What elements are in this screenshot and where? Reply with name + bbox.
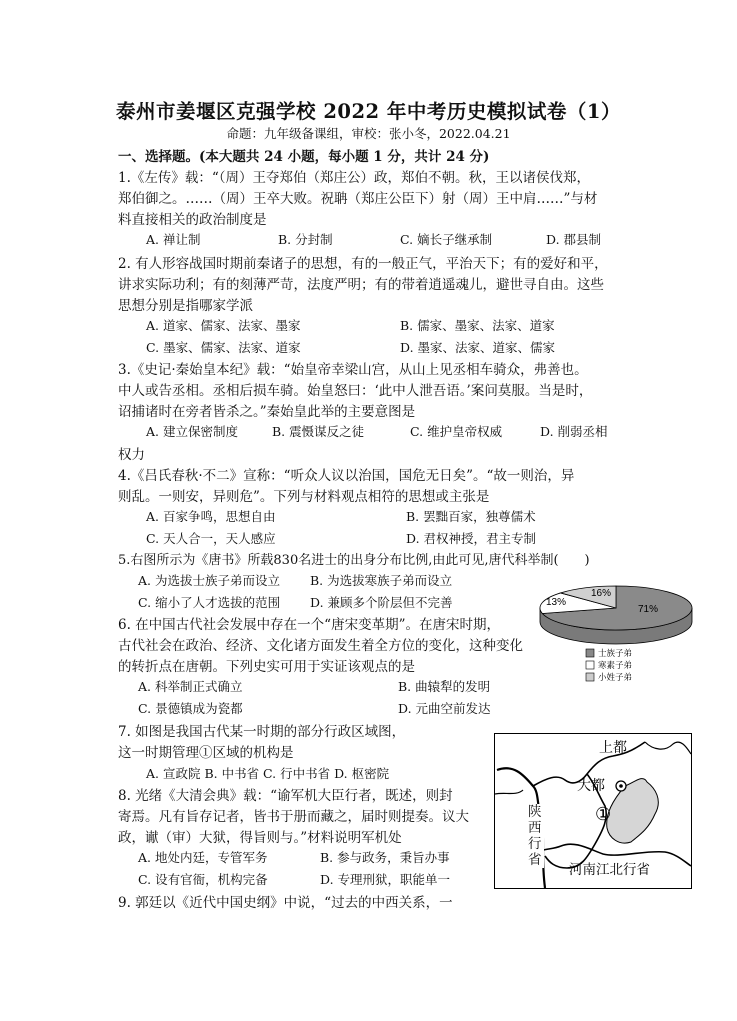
q4-option-b: B. 罢黜百家，独尊儒术	[406, 509, 536, 524]
q6-option-c: C. 景德镇成为瓷都	[138, 701, 243, 716]
q3-line3: 诏捕诸时在旁者皆杀之。”秦始皇此举的主要意图是	[118, 404, 416, 420]
pie-label-16: 16%	[590, 588, 612, 599]
q8-line2: 寄焉。凡有旨存记者，皆书于册而藏之，届时则提奏。议大	[118, 809, 469, 825]
q5-line1: 5.右图所示为《唐书》所载830名进士的出身分布比例,由此可见,唐代科举制( )	[118, 553, 590, 568]
q1-option-b: B. 分封制	[278, 232, 333, 247]
q3-option-c: C. 维护皇帝权威	[410, 424, 503, 439]
q6-line3: 的转折点在唐朝。下列史实可用于实证该观点的是	[118, 659, 415, 675]
exam-title: 泰州市姜堰区克强学校 2022 年中考历史模拟试卷（1）	[116, 100, 621, 123]
q1-line2: 郑伯御之。……（周）王卒大败。祝聃（郑庄公臣下）射（周）王中肩……”与材	[118, 191, 598, 207]
q7-line1: 7. 如图是我国古代某一时期的部分行政区域图，	[118, 724, 406, 740]
q6-option-d: D. 元曲空前发达	[398, 701, 491, 716]
q2-option-b: B. 儒家、墨家、法家、道家	[400, 318, 555, 333]
legend-swatch-xiaoxing	[586, 673, 594, 681]
q3-line2: 中人或告丞相。丞相后损车骑。始皇怒曰：‘此中人泄吾语。’案问莫服。当是时，	[118, 383, 593, 399]
q1-line3: 料直接相关的政治制度是	[118, 212, 267, 228]
admin-map	[494, 733, 692, 889]
q6-line1: 6. 在中国古代社会发展中存在一个“唐宋变革期”。在唐宋时期，	[118, 617, 500, 633]
section-heading: 一、选择题。(本大题共 24 小题，每小题 1 分，共计 24 分)	[118, 149, 490, 165]
q6-line2: 古代社会在政治、经济、文化诸方面发生着全方位的变化，这种变化	[118, 638, 523, 654]
legend-hansu: 寒素子弟	[598, 660, 633, 670]
q8-option-b: B. 参与政务，秉旨办事	[320, 850, 450, 865]
q8-option-c: C. 设有官衙，机构完备	[138, 872, 268, 887]
q3-option-b: B. 震慑谋反之徒	[272, 424, 365, 439]
q1-option-d: D. 郡县制	[546, 232, 602, 247]
q4-line1: 4.《吕氏春秋·不二》宣称：“听众人议以治国，国危无日矣”。“故一则治，异	[118, 468, 575, 484]
q8-option-d: D. 专理刑狱，职能单一	[320, 872, 451, 887]
q1-option-a: A. 禅让制	[146, 232, 201, 247]
label-dadu: 大都	[577, 777, 605, 793]
q7-line2: 这一时期管理①区域的机构是	[118, 745, 294, 761]
q6-option-b: B. 曲辕犁的发明	[398, 679, 491, 694]
admin-map-svg	[495, 734, 691, 888]
label-henan: 河南江北行省	[569, 862, 650, 877]
q3-option-a: A. 建立保密制度	[146, 424, 238, 439]
legend-swatch-shizu	[586, 649, 594, 657]
pie-label-71: 71%	[637, 604, 659, 615]
label-region1: ①	[595, 804, 612, 825]
q3-option-d: D. 削弱丞相	[540, 424, 608, 439]
q2-line3: 思想分别是指哪家学派	[118, 298, 253, 314]
q8-option-a: A. 地处内廷，专管军务	[138, 850, 268, 865]
label-shaanxi: 陕西行省	[528, 804, 544, 868]
q5-option-c: C. 缩小了人才选拔的范围	[138, 595, 281, 610]
q2-line2: 讲求实际功利；有的刻薄严苛，法度严明；有的带着逍遥魂儿，避世寻自由。这些	[118, 277, 604, 293]
q4-option-a: A. 百家争鸣，思想自由	[146, 509, 276, 524]
legend-shizu: 士族子弟	[598, 648, 633, 658]
dadu-dot	[619, 784, 623, 788]
q5-option-d: D. 兼顾多个阶层但不完善	[310, 595, 453, 610]
q3-option-d-cont: 权力	[118, 447, 145, 463]
q3-line1: 3.《史记·秦始皇本纪》载：“始皇帝幸梁山宫，从山上见丞相车骑众，弗善也。	[118, 362, 588, 378]
q4-line2: 则乱。一则安，异则危”。下列与材料观点相符的思想或主张是	[118, 489, 490, 505]
q5-option-a: A. 为选拔士族子弟而设立	[138, 573, 280, 588]
pie-chart-svg	[538, 568, 696, 688]
q6-option-a: A. 科举制正式确立	[138, 679, 243, 694]
legend-xiaoxing: 小姓子弟	[598, 672, 633, 682]
boundary-west2	[495, 790, 523, 794]
q1-line1: 1.《左传》载：“（周）王夺郑伯（郑庄公）政，郑伯不朝。秋，王以诸侯伐郑，	[118, 170, 591, 186]
q5-option-b: B. 为选拔寒族子弟而设立	[310, 573, 453, 588]
q2-option-a: A. 道家、儒家、法家、墨家	[146, 318, 301, 333]
legend-swatch-hansu	[586, 661, 594, 669]
label-shangdu: 上都	[599, 739, 627, 755]
q2-line1: 2. 有人形容战国时期前秦诸子的思想，有的一般正气，平治天下；有的爱好和平，	[118, 256, 608, 272]
q2-option-d: D. 墨家、法家、道家、儒家	[400, 340, 556, 355]
q7-options: A. 宣政院 B. 中书省 C. 行中书省 D. 枢密院	[146, 766, 390, 781]
boundary-ne	[645, 742, 691, 754]
q8-line1: 8. 光绪《大清会典》载：“谕军机大臣行者，既述，则封	[118, 788, 453, 804]
q4-option-d: D. 君权神授，君主专制	[406, 531, 537, 546]
exam-subtitle: 命题：九年级备课组，审校：张小冬，2022.04.21	[226, 126, 511, 141]
q9-line1: 9. 郭廷以《近代中国史纲》中说，“过去的中西关系，一	[118, 895, 453, 911]
region-shaded	[607, 779, 659, 843]
q4-option-c: C. 天人合一，天人感应	[146, 531, 276, 546]
q1-option-c: C. 嫡长子继承制	[400, 232, 493, 247]
q2-option-c: C. 墨家、儒家、法家、道家	[146, 340, 301, 355]
pie-label-13: 13%	[545, 597, 567, 608]
pie-chart	[538, 568, 696, 688]
q8-line3: 政，谳（审）大狱，得旨则与。”材料说明军机处	[118, 830, 402, 846]
